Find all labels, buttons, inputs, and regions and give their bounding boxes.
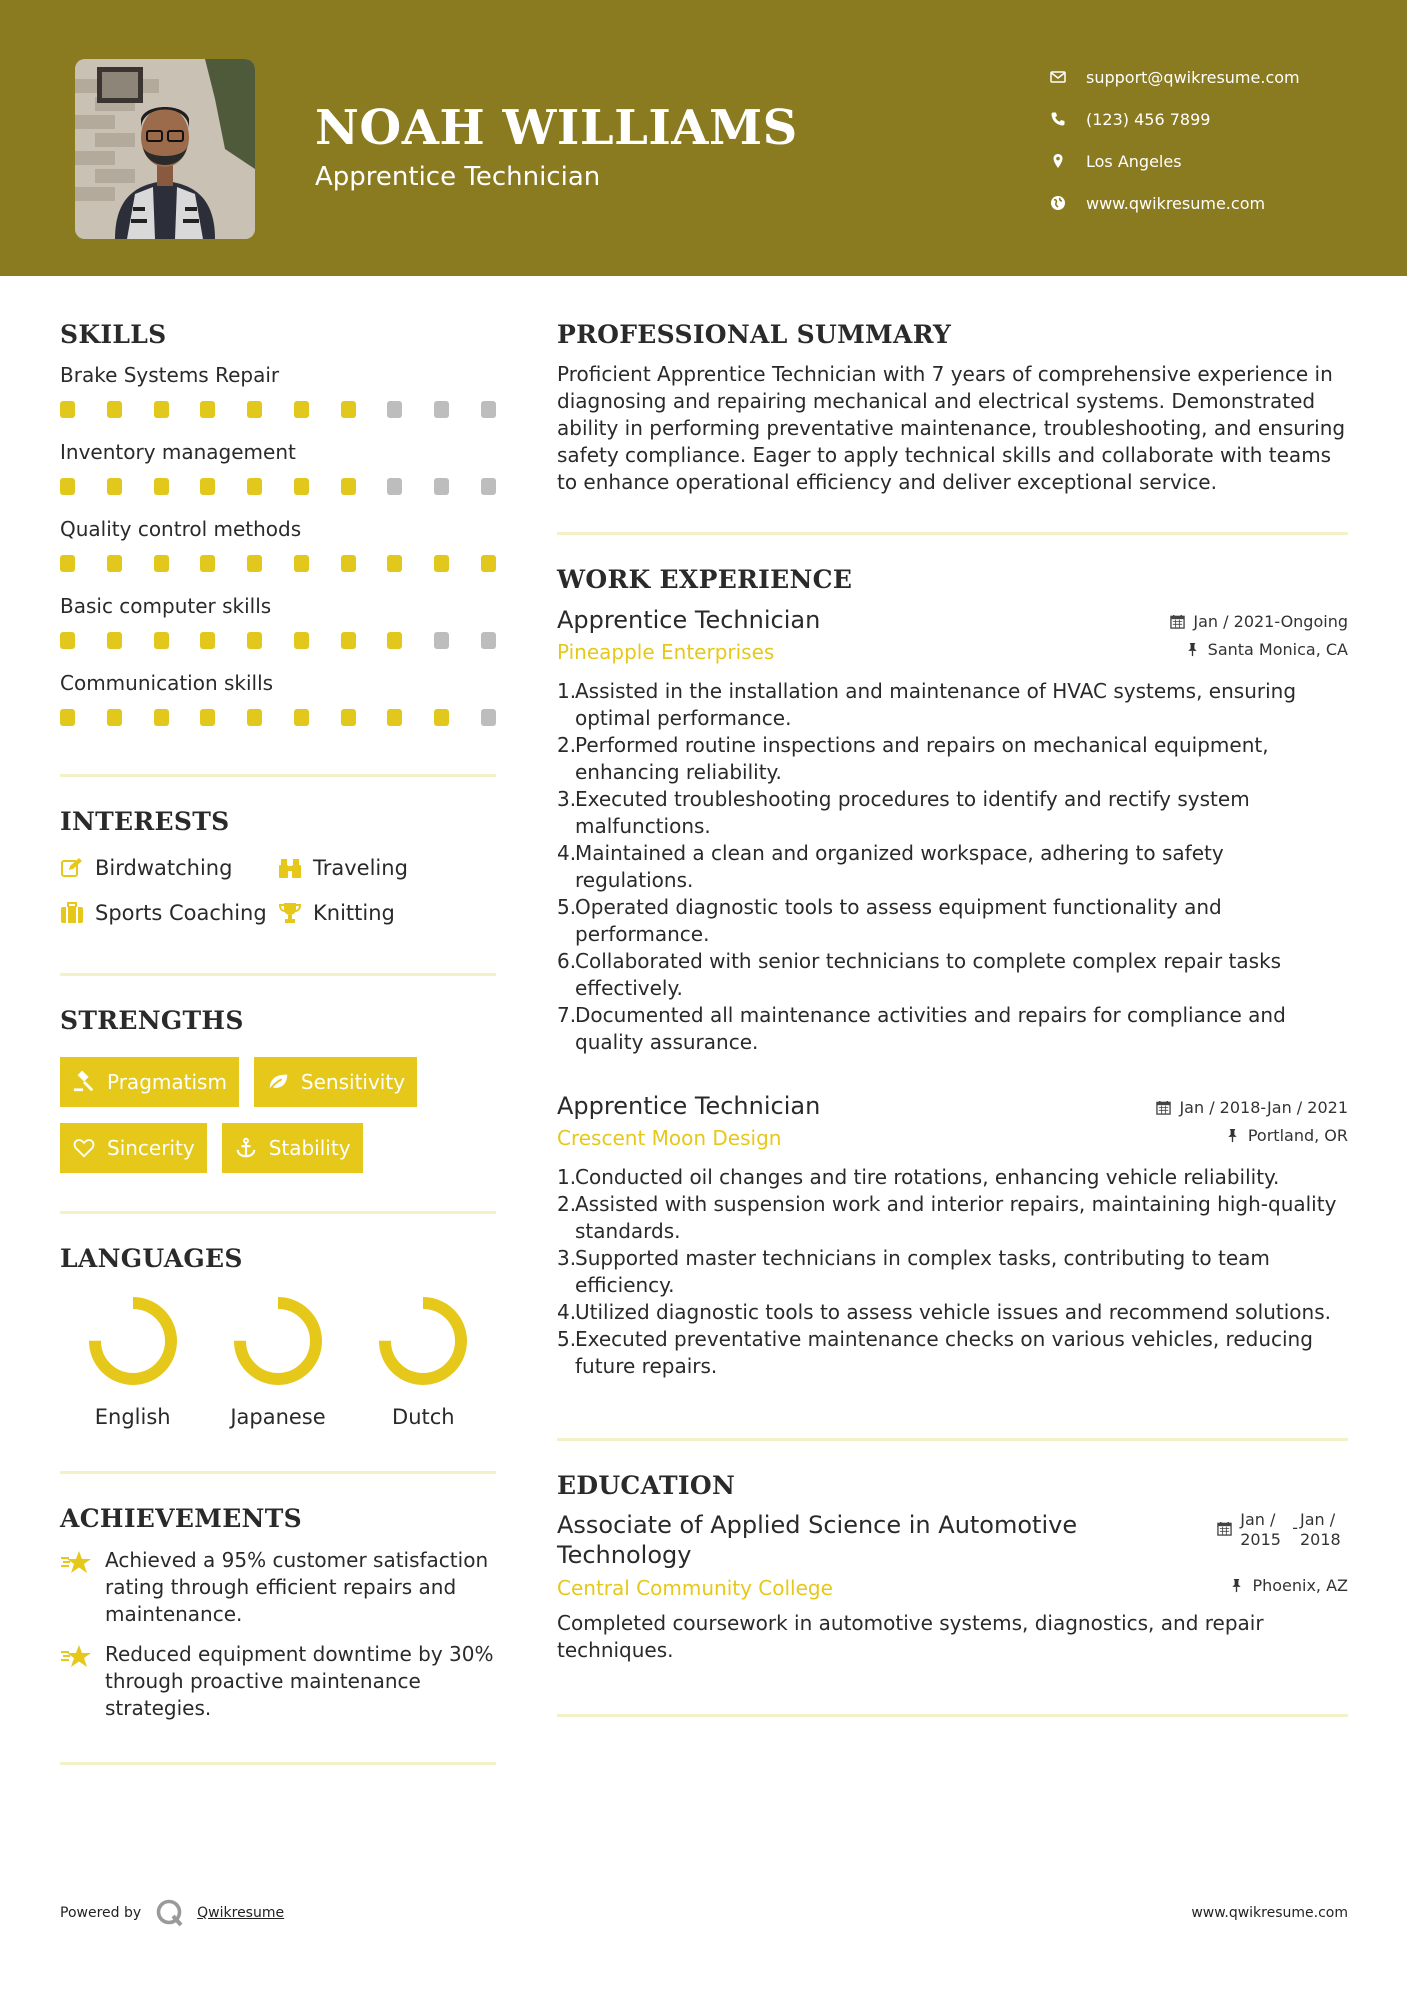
rating-dot-filled bbox=[154, 555, 169, 572]
rating-dot-filled bbox=[294, 709, 309, 726]
skill-rating bbox=[60, 555, 496, 572]
rating-dot-filled bbox=[60, 401, 75, 418]
list-number: 1. bbox=[557, 1165, 577, 1189]
calendar-icon bbox=[1217, 1521, 1232, 1536]
rating-dot-filled bbox=[200, 478, 215, 495]
education-date-sep: - bbox=[1292, 1518, 1298, 1537]
skills-list bbox=[60, 363, 496, 726]
interest-label: Sports Coaching bbox=[95, 901, 267, 925]
anchor-icon bbox=[235, 1137, 257, 1159]
interest-label: Birdwatching bbox=[95, 856, 233, 880]
list-item bbox=[557, 1164, 1348, 1191]
strength-tag bbox=[60, 1057, 239, 1107]
left-column bbox=[60, 320, 496, 1765]
school-name: Central Community College bbox=[557, 1576, 833, 1600]
map-pin-icon bbox=[1050, 153, 1086, 169]
rating-dot-filled bbox=[154, 632, 169, 649]
contact-email[interactable] bbox=[1050, 56, 1300, 98]
education-description: Completed coursework in automotive systems, diagnostics, and repair techniques. bbox=[557, 1611, 1264, 1662]
interests-heading: INTERESTS bbox=[60, 807, 230, 836]
section-divider bbox=[60, 973, 496, 976]
rating-dot-empty bbox=[434, 632, 449, 649]
contact-list bbox=[1050, 56, 1300, 224]
achievement-text: Achieved a 95% customer satisfaction rating through efficient repairs and maintenance. bbox=[105, 1548, 489, 1626]
language-item bbox=[205, 1295, 350, 1429]
rating-dot-empty bbox=[481, 709, 496, 726]
languages-heading: LANGUAGES bbox=[60, 1244, 243, 1273]
section-divider bbox=[557, 532, 1348, 535]
list-number: 2. bbox=[557, 1192, 577, 1216]
contact-phone[interactable] bbox=[1050, 98, 1300, 140]
list-item bbox=[557, 1002, 1348, 1056]
rating-dot-empty bbox=[387, 478, 402, 495]
section-divider bbox=[60, 1211, 496, 1214]
achievement-text: Reduced equipment downtime by 30% through proactive maintenance strategies. bbox=[105, 1642, 494, 1720]
skill-name: Brake Systems Repair bbox=[60, 363, 280, 387]
rating-dot-filled bbox=[247, 478, 262, 495]
job-date bbox=[1170, 612, 1348, 631]
interest-item bbox=[60, 854, 278, 882]
language-level-arc bbox=[240, 1303, 316, 1379]
rating-dot-filled bbox=[434, 555, 449, 572]
rating-dot-filled bbox=[247, 709, 262, 726]
skill-name: Communication skills bbox=[60, 671, 274, 695]
rating-dot-filled bbox=[107, 555, 122, 572]
interest-label: Traveling bbox=[313, 856, 408, 880]
skill-item bbox=[60, 517, 496, 572]
list-item bbox=[557, 1299, 1348, 1326]
powered-by-text: Powered by bbox=[60, 1905, 142, 1921]
list-text: Conducted oil changes and tire rotations, enhancing vehicle reliability. bbox=[575, 1165, 1280, 1189]
list-item bbox=[557, 840, 1348, 894]
list-number: 5. bbox=[557, 1327, 577, 1351]
interest-item bbox=[278, 854, 496, 882]
strength-label: Sincerity bbox=[107, 1136, 195, 1160]
right-column bbox=[557, 320, 1348, 1717]
language-name: English bbox=[94, 1405, 171, 1429]
strengths-heading: STRENGTHS bbox=[60, 1006, 244, 1035]
qwikresume-link[interactable]: Qwikresume bbox=[197, 1905, 285, 1921]
degree-title: Associate of Applied Science in Automotive Technology bbox=[557, 1511, 1078, 1569]
rating-dot-filled bbox=[200, 401, 215, 418]
rating-dot-filled bbox=[341, 555, 356, 572]
rating-dot-filled bbox=[294, 478, 309, 495]
list-number: 7. bbox=[557, 1003, 577, 1027]
qwikresume-logo-icon bbox=[155, 1898, 185, 1928]
rating-dot-filled bbox=[107, 478, 122, 495]
binoculars-icon bbox=[278, 856, 313, 880]
list-text: Operated diagnostic tools to assess equipment functionality and performance. bbox=[575, 895, 1222, 946]
rating-dot-empty bbox=[481, 401, 496, 418]
job-title: Apprentice Technician bbox=[557, 1092, 821, 1120]
skill-name: Inventory management bbox=[60, 440, 296, 464]
education-date-start: Jan / 2015 bbox=[1240, 1510, 1281, 1549]
language-item bbox=[60, 1295, 205, 1429]
list-number: 5. bbox=[557, 895, 577, 919]
education-location bbox=[1229, 1576, 1348, 1595]
experience-heading: WORK EXPERIENCE bbox=[557, 565, 853, 594]
rating-dot-empty bbox=[434, 478, 449, 495]
rating-dot-filled bbox=[107, 401, 122, 418]
header-banner bbox=[0, 0, 1407, 276]
language-item bbox=[351, 1295, 496, 1429]
job-entry bbox=[557, 606, 1348, 1056]
interest-item bbox=[278, 899, 496, 927]
rating-dot-filled bbox=[60, 478, 75, 495]
rating-dot-filled bbox=[154, 709, 169, 726]
candidate-name: NOAH WILLIAMS bbox=[315, 100, 798, 156]
skill-item bbox=[60, 440, 496, 495]
skill-name: Basic computer skills bbox=[60, 594, 272, 618]
list-text: Collaborated with senior technicians to complete complex repair tasks effectively. bbox=[575, 949, 1282, 1000]
language-level-arc bbox=[385, 1303, 461, 1379]
list-item bbox=[557, 1326, 1348, 1380]
phone-icon bbox=[1050, 111, 1086, 127]
profile-photo bbox=[75, 59, 255, 239]
list-text: Assisted with suspension work and interior repairs, maintaining high-quality standards. bbox=[575, 1192, 1337, 1243]
strength-tag bbox=[222, 1123, 363, 1173]
interests-list bbox=[60, 854, 496, 927]
job-bullets bbox=[557, 1164, 1348, 1380]
rating-dot-empty bbox=[481, 478, 496, 495]
company-name: Pineapple Enterprises bbox=[557, 640, 775, 664]
strengths-list bbox=[60, 1057, 496, 1173]
job-title: Apprentice Technician bbox=[557, 606, 821, 634]
languages-list bbox=[60, 1295, 496, 1429]
summary-text: Proficient Apprentice Technician with 7 years of comprehensive experience in diagnosing and repairing mechanical and electrical systems. Demonstrated ability in performing preventative maintenance, troubleshooting, and ensuring safety compliance. Eager to apply technical skills and collaborate with teams to enhance operational efficiency and deliver exceptional service. bbox=[557, 362, 1346, 494]
rating-dot-filled bbox=[341, 478, 356, 495]
job-date-text: Jan / 2018-Jan / 2021 bbox=[1179, 1098, 1348, 1117]
envelope-icon bbox=[1050, 69, 1086, 85]
education-entry bbox=[557, 1510, 1348, 1664]
achievement-item bbox=[60, 1547, 496, 1628]
list-number: 4. bbox=[557, 841, 577, 865]
contact-phone-text: (123) 456 7899 bbox=[1086, 109, 1211, 129]
language-level-arc bbox=[95, 1303, 171, 1379]
contact-email-text: support@qwikresume.com bbox=[1086, 67, 1300, 87]
gavel-icon bbox=[73, 1071, 95, 1093]
list-item bbox=[557, 786, 1348, 840]
company-name: Crescent Moon Design bbox=[557, 1126, 782, 1150]
education-date-end: Jan / 2018 bbox=[1300, 1510, 1341, 1549]
list-text: Documented all maintenance activities and repairs for compliance and quality assurance. bbox=[575, 1003, 1286, 1054]
star-icon bbox=[60, 1641, 105, 1722]
skills-heading: SKILLS bbox=[60, 320, 167, 349]
list-item bbox=[557, 678, 1348, 732]
skill-item bbox=[60, 671, 496, 726]
skill-item bbox=[60, 594, 496, 649]
rating-dot-filled bbox=[247, 555, 262, 572]
skill-rating bbox=[60, 632, 496, 649]
contact-website-text: www.qwikresume.com bbox=[1086, 193, 1266, 213]
achievement-item bbox=[60, 1641, 496, 1722]
heart-icon bbox=[73, 1137, 95, 1159]
calendar-icon bbox=[1156, 1100, 1171, 1115]
list-item bbox=[557, 732, 1348, 786]
list-number: 1. bbox=[557, 679, 577, 703]
job-date bbox=[1156, 1098, 1348, 1117]
rating-dot-filled bbox=[387, 709, 402, 726]
list-item bbox=[557, 1245, 1348, 1299]
section-divider bbox=[557, 1714, 1348, 1717]
list-text: Maintained a clean and organized workspace, adhering to safety regulations. bbox=[575, 841, 1224, 892]
candidate-title: Apprentice Technician bbox=[315, 162, 601, 192]
contact-location bbox=[1050, 140, 1300, 182]
language-level-ring bbox=[232, 1295, 324, 1387]
section-divider bbox=[60, 1762, 496, 1765]
list-number: 3. bbox=[557, 1246, 577, 1270]
list-text: Executed preventative maintenance checks on various vehicles, reducing future repairs. bbox=[575, 1327, 1313, 1378]
education-heading: EDUCATION bbox=[557, 1471, 736, 1500]
rating-dot-filled bbox=[387, 555, 402, 572]
list-number: 4. bbox=[557, 1300, 577, 1324]
footer-powered-by bbox=[60, 1898, 284, 1928]
rating-dot-filled bbox=[60, 632, 75, 649]
skill-item bbox=[60, 363, 496, 418]
list-item bbox=[557, 894, 1348, 948]
rating-dot-filled bbox=[247, 401, 262, 418]
rating-dot-empty bbox=[481, 632, 496, 649]
skill-rating bbox=[60, 401, 496, 418]
rating-dot-filled bbox=[294, 632, 309, 649]
rating-dot-filled bbox=[434, 709, 449, 726]
leaf-icon bbox=[267, 1071, 289, 1093]
summary-heading: PROFESSIONAL SUMMARY bbox=[557, 320, 952, 349]
rating-dot-filled bbox=[341, 709, 356, 726]
job-location-text: Portland, OR bbox=[1247, 1126, 1348, 1145]
rating-dot-filled bbox=[341, 632, 356, 649]
list-text: Executed troubleshooting procedures to identify and rectify system malfunctions. bbox=[575, 787, 1250, 838]
star-icon bbox=[60, 1547, 105, 1628]
rating-dot-filled bbox=[60, 709, 75, 726]
interest-item bbox=[60, 899, 278, 927]
pushpin-icon bbox=[1185, 642, 1200, 657]
job-entry bbox=[557, 1092, 1348, 1380]
section-divider bbox=[557, 1438, 1348, 1441]
strength-tag bbox=[254, 1057, 417, 1107]
language-name: Japanese bbox=[230, 1405, 326, 1429]
rating-dot-filled bbox=[200, 709, 215, 726]
pushpin-icon bbox=[1229, 1578, 1244, 1593]
footer-url[interactable]: www.qwikresume.com bbox=[1191, 1905, 1348, 1921]
job-location bbox=[1225, 1126, 1348, 1145]
strength-label: Pragmatism bbox=[107, 1070, 227, 1094]
briefcase-icon bbox=[60, 901, 95, 925]
language-level-ring bbox=[377, 1295, 469, 1387]
contact-location-text: Los Angeles bbox=[1086, 151, 1182, 171]
job-location-text: Santa Monica, CA bbox=[1207, 640, 1348, 659]
rating-dot-filled bbox=[481, 555, 496, 572]
list-text: Assisted in the installation and maintenance of HVAC systems, ensuring optimal performance. bbox=[575, 679, 1297, 730]
job-bullets bbox=[557, 678, 1348, 1056]
list-text: Utilized diagnostic tools to assess vehicle issues and recommend solutions. bbox=[575, 1300, 1331, 1324]
strength-label: Sensitivity bbox=[300, 1070, 406, 1094]
calendar-icon bbox=[1170, 614, 1185, 629]
rating-dot-filled bbox=[294, 555, 309, 572]
list-number: 3. bbox=[557, 787, 577, 811]
job-location bbox=[1185, 640, 1348, 659]
trophy-icon bbox=[278, 901, 313, 925]
rating-dot-filled bbox=[60, 555, 75, 572]
education-date bbox=[1217, 1510, 1348, 1550]
rating-dot-filled bbox=[200, 555, 215, 572]
skill-name: Quality control methods bbox=[60, 517, 302, 541]
rating-dot-filled bbox=[387, 632, 402, 649]
skill-rating bbox=[60, 709, 496, 726]
list-number: 2. bbox=[557, 733, 577, 757]
skill-rating bbox=[60, 478, 496, 495]
rating-dot-filled bbox=[107, 632, 122, 649]
interest-label: Knitting bbox=[313, 901, 395, 925]
language-name: Dutch bbox=[392, 1405, 455, 1429]
job-date-text: Jan / 2021-Ongoing bbox=[1193, 612, 1348, 631]
education-location-text: Phoenix, AZ bbox=[1252, 1576, 1348, 1595]
list-text: Supported master technicians in complex tasks, contributing to team efficiency. bbox=[575, 1246, 1270, 1297]
section-divider bbox=[60, 774, 496, 777]
strength-tag bbox=[60, 1123, 207, 1173]
rating-dot-empty bbox=[434, 401, 449, 418]
rating-dot-empty bbox=[387, 401, 402, 418]
list-number: 6. bbox=[557, 949, 577, 973]
contact-website[interactable] bbox=[1050, 182, 1300, 224]
rating-dot-filled bbox=[200, 632, 215, 649]
rating-dot-filled bbox=[247, 632, 262, 649]
pencil-square-icon bbox=[60, 856, 95, 880]
achievements-heading: ACHIEVEMENTS bbox=[60, 1504, 302, 1533]
section-divider bbox=[60, 1471, 496, 1474]
rating-dot-filled bbox=[154, 478, 169, 495]
list-item bbox=[557, 948, 1348, 1002]
rating-dot-filled bbox=[294, 401, 309, 418]
rating-dot-filled bbox=[341, 401, 356, 418]
rating-dot-filled bbox=[107, 709, 122, 726]
language-level-ring bbox=[87, 1295, 179, 1387]
globe-icon bbox=[1050, 195, 1086, 211]
list-text: Performed routine inspections and repairs on mechanical equipment, enhancing reliability. bbox=[575, 733, 1269, 784]
strength-label: Stability bbox=[268, 1136, 351, 1160]
rating-dot-filled bbox=[154, 401, 169, 418]
pushpin-icon bbox=[1225, 1128, 1240, 1143]
list-item bbox=[557, 1191, 1348, 1245]
